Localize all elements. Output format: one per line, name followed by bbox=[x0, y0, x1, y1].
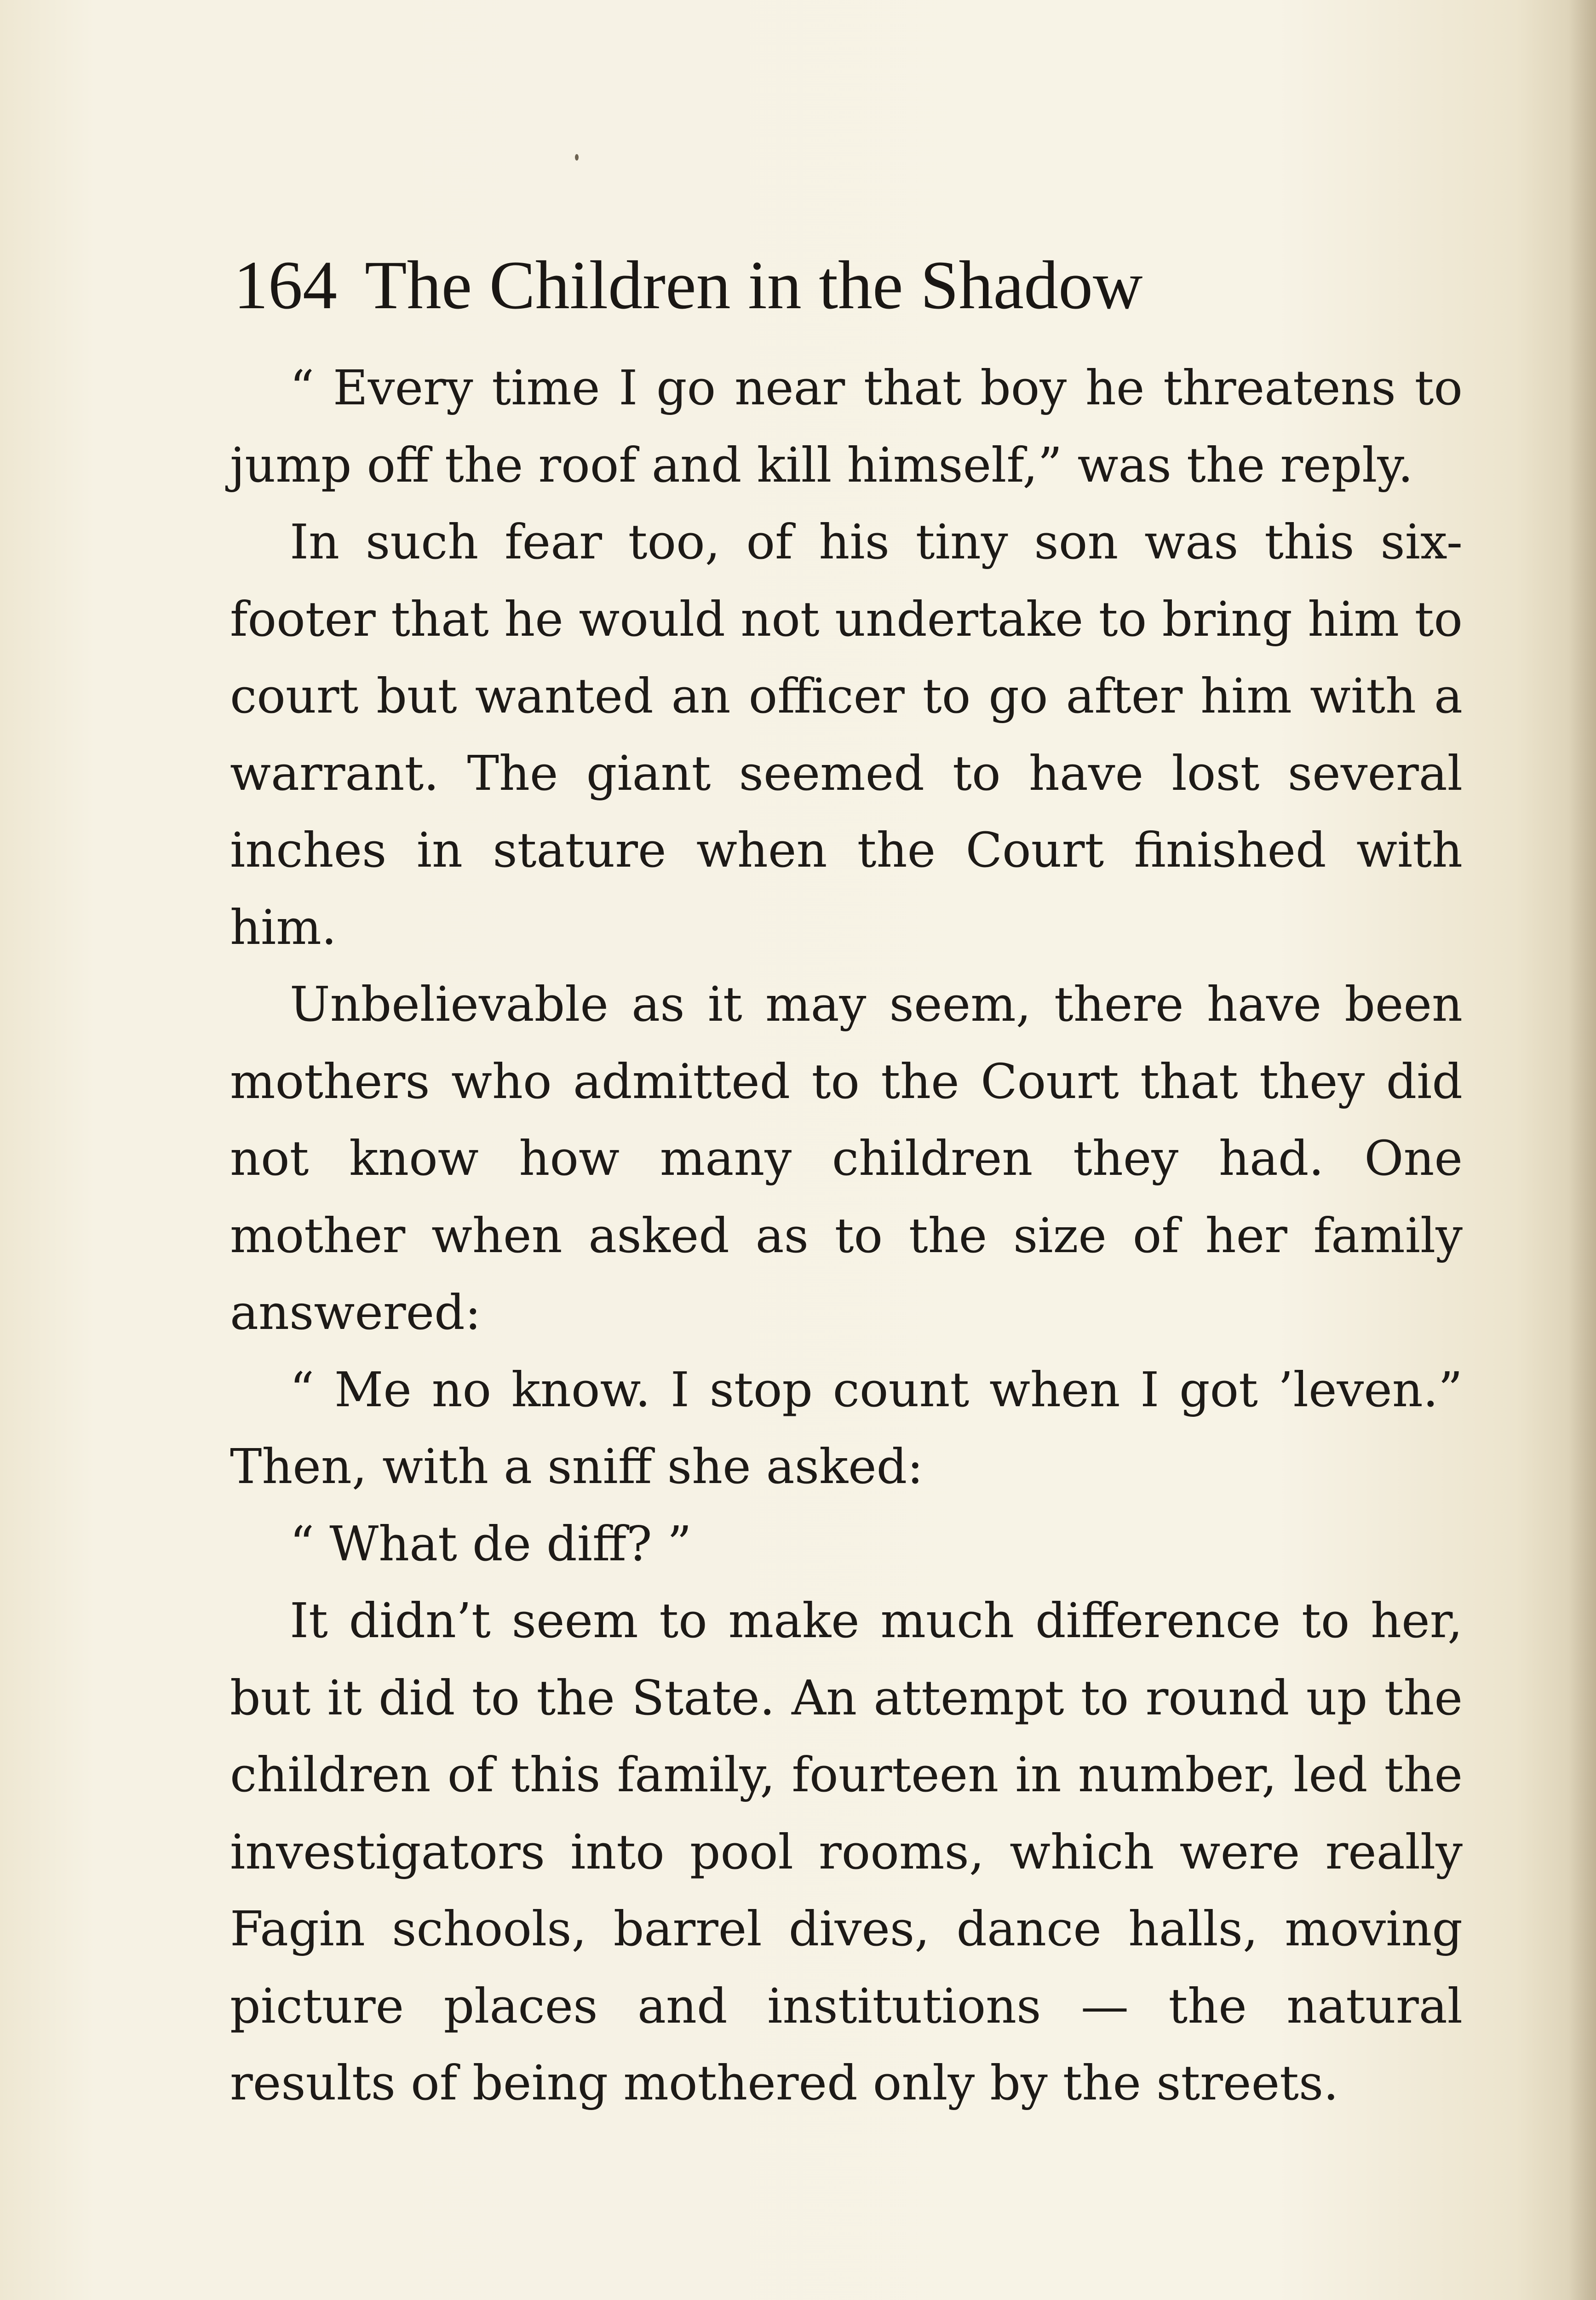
body-text bbox=[230, 350, 1463, 2122]
page-edge-shadow bbox=[1568, 0, 1596, 2300]
running-head bbox=[234, 244, 1475, 327]
paragraph: “ Every time I go near that boy he threatens to jump off the roof and kill himself,” was the reply. bbox=[230, 360, 1463, 493]
paragraph: In such fear too, of his tiny son was this six-footer that he would not undertake to bring him to court but wanted an officer to go after him with a warrant. The giant seemed to have lost several inches in stature when the Court finished with him. bbox=[230, 514, 1463, 955]
paragraph: It didn’t seem to make much difference to her, but it did to the State. An attempt to round up the children of this family, fourteen in number, led the investigators into pool rooms, which were really Fagin schools, barrel dives, dance halls, moving picture places and institutions — the natural results of being mothered only by the streets. bbox=[230, 1593, 1463, 2111]
paragraph: “ Me no know. I stop count when I got ’leven.” Then, with a sniff she asked: bbox=[230, 1361, 1463, 1495]
page-number: 164 bbox=[234, 247, 337, 323]
paragraph: “ What de diff? ” bbox=[290, 1515, 692, 1572]
paragraph: Unbelievable as it may seem, there have been mothers who admitted to the Court that they did not know how many children they had. One mother when asked as to the size of her family answered: bbox=[230, 976, 1463, 1340]
paper-speck bbox=[575, 154, 579, 161]
running-title: The Children in the Shadow bbox=[365, 247, 1143, 323]
